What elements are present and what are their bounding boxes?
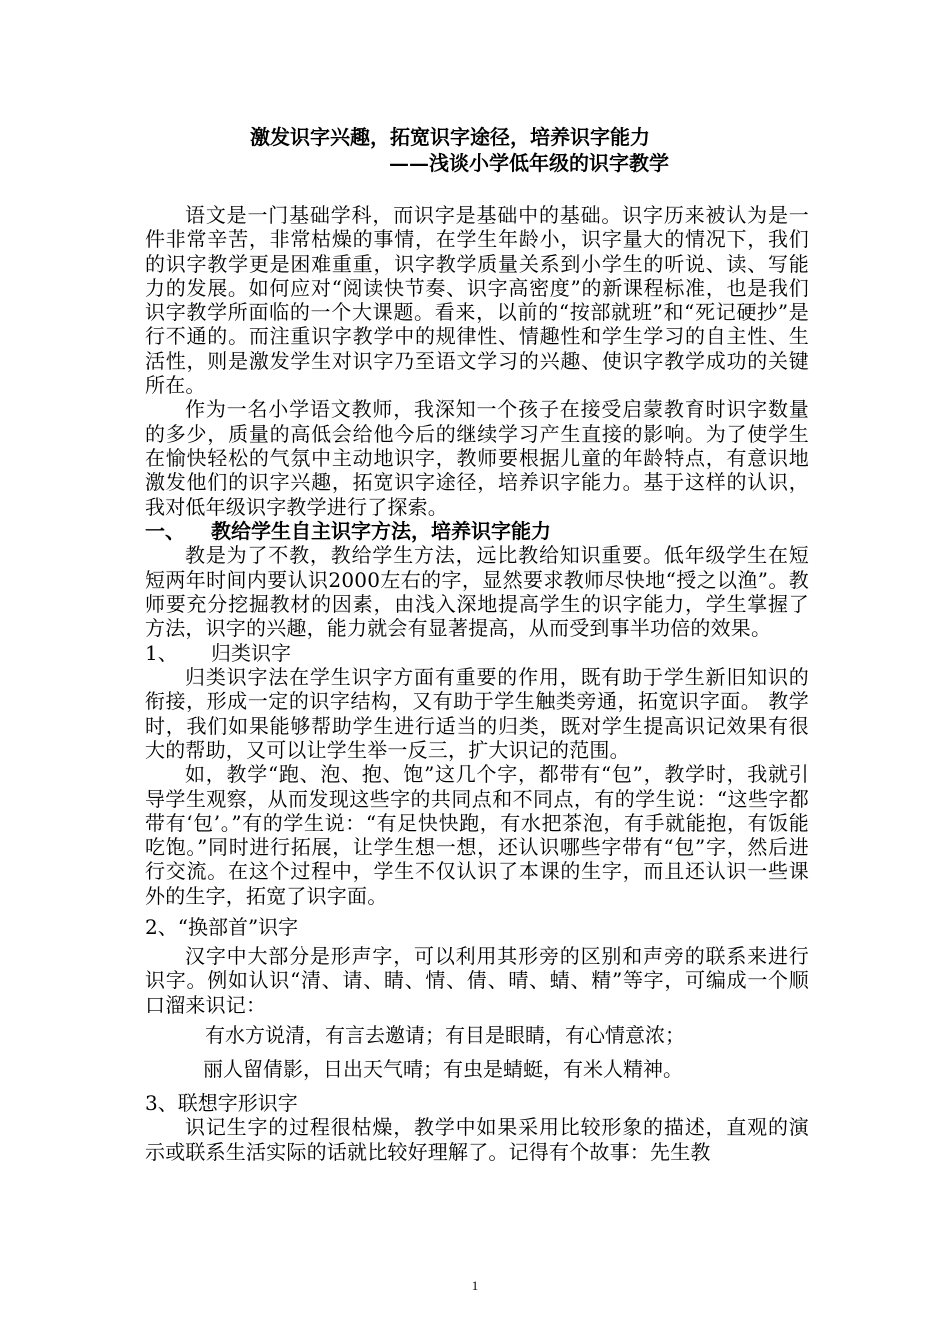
- subsection-heading-1: [145, 641, 809, 666]
- document-title: 激发识字兴趣，拓宽识字途径，培养识字能力: [250, 125, 650, 149]
- paragraph-intro: 语文是一门基础学科，而识字是基础中的基础。识字历来被认为是一件非常辛苦，非常枯燥的事情，在学生年龄小，识字量大的情况下，我们的识字教学更是困难重重，识字教学质量关系到小学生的听说、读、写能力的发展。如何应对“阅读快节奏、识字高密度”的新课程标准，也是我们识字教学所面临的一个大课题。看来，以前的“按部就班”和“死记硬抄”是行不通的。而注重识字教学中的规律性、情趣性和学生学习的自主性、生活性，则是激发学生对识字乃至语文学习的兴趣、使识字教学成功的关键所在。: [145, 203, 809, 398]
- document-body: [145, 124, 809, 1164]
- paragraph-radicals: 汉字中大部分是形声字，可以利用其形旁的区别和声旁的联系来进行识字。例如认识“清、请、睛、情、倩、晴、蜻、精”等字，可编成一个顺口溜来识记：: [145, 944, 809, 1017]
- section-number: 一、: [145, 518, 185, 543]
- subsection-heading-3: 3、联想字形识字: [145, 1090, 298, 1115]
- section-heading-1: [145, 519, 809, 544]
- subsection-number: 1、: [145, 640, 178, 665]
- paragraph-teacher: 作为一名小学语文教师，我深知一个孩子在接受启蒙教育时识字数量的多少，质量的高低会给他今后的继续学习产生直接的影响。为了使学生在愉快轻松的气氛中主动地识字，教师要根据儿童的年龄特点，有意识地激发他们的识字兴趣，拓宽识字途径，培养识字能力。基于这样的认识，我对低年级识字教学进行了探索。: [145, 397, 809, 519]
- paragraph-method: 教是为了不教，教给学生方法，远比教给知识重要。低年级学生在短短两年时间内要认识2000左右的字，显然要求教师尽快地“授之以渔”。教师要充分挖掘教材的因素，由浅入深地提高学生的识字能力，学生掌握了方法，识字的兴趣，能力就会有显著提高，从而受到事半功倍的效果。: [145, 543, 809, 641]
- subsection-heading-text: 归类识字: [211, 640, 291, 665]
- document-subtitle: ——浅谈小学低年级的识字教学: [389, 151, 669, 175]
- paragraph-example: 如，教学“跑、泡、抱、饱”这几个字，都带有“包”，教学时，我就引导学生观察，从而发现这些字的共同点和不同点，有的学生说：“这些字都带有‘包’。”有的学生说：“有足快快跑，有水把茶泡，有手就能抱，有饭能吃饱。”同时进行拓展，让学生想一想，还认识哪些字带有“包”字，然后进行交流。在这个过程中，学生不仅认识了本课的生字，而且还认识一些课外的生字，拓宽了识字面。: [145, 762, 809, 908]
- subsection-heading-2: 2、“换部首”识字: [145, 915, 299, 940]
- rhyme-line-2: 丽人留倩影，日出天气晴；有虫是蜻蜓，有米人精神。: [203, 1056, 683, 1081]
- rhyme-line-1: 有水方说清，有言去邀请；有目是眼睛，有心情意浓；: [205, 1022, 685, 1047]
- section-heading-text: 教给学生自主识字方法，培养识字能力: [211, 518, 551, 543]
- paragraph-association: 识记生字的过程很枯燥，教学中如果采用比较形象的描述，直观的演示或联系生活实际的话就比较好理解了。记得有个故事：先生教: [145, 1115, 809, 1164]
- paragraph-classification: 归类识字法在学生识字方面有重要的作用，既有助于学生新旧知识的衔接，形成一定的识字结构，又有助于学生触类旁通，拓宽识字面。 教学时，我们如果能够帮助学生进行适当的归类，既对学生提高识记效果有很大的帮助，又可以让学生举一反三，扩大识记的范围。: [145, 665, 809, 762]
- page-number: 1: [471, 1278, 479, 1293]
